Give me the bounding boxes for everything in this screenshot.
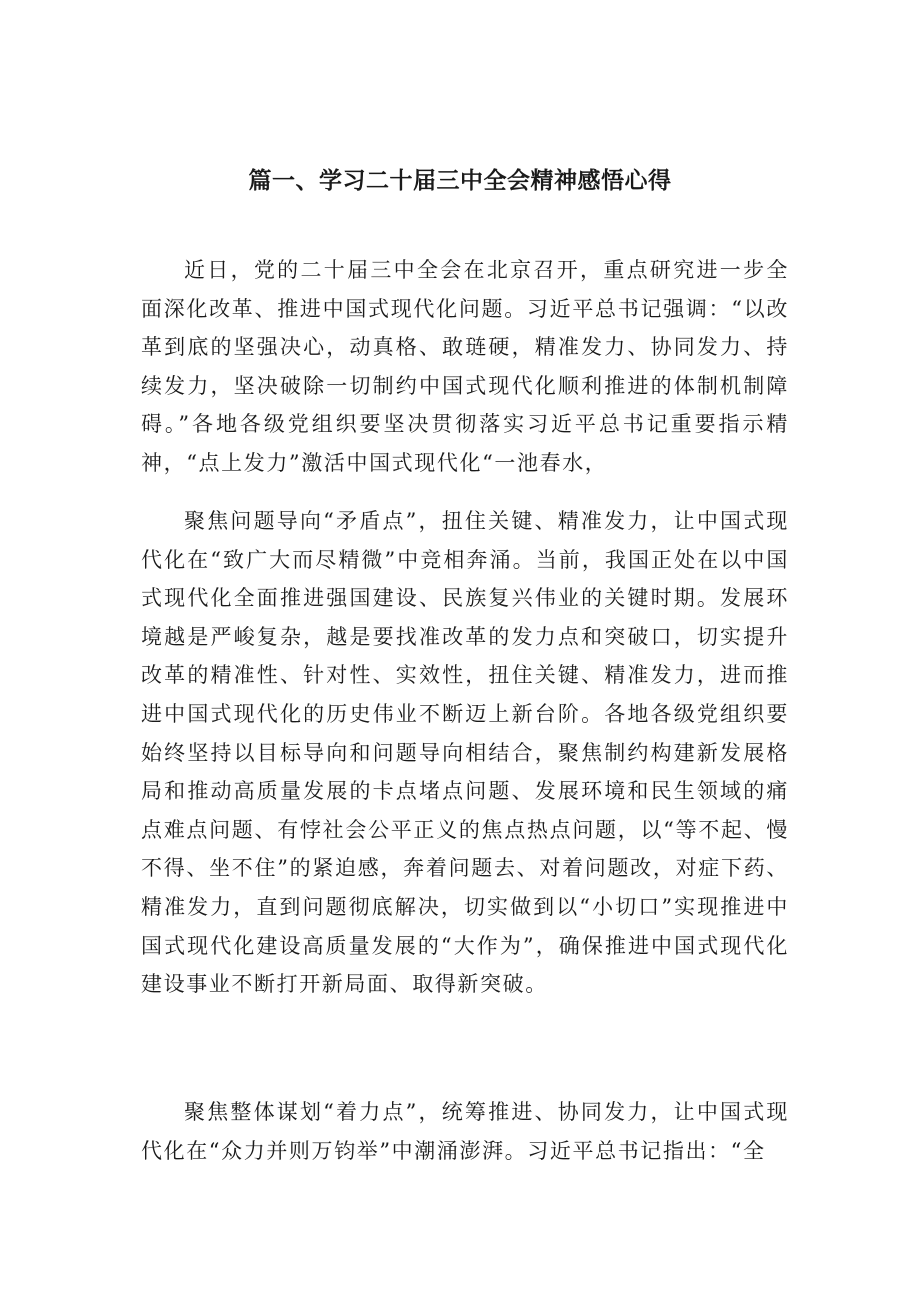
paragraph-2: 聚焦问题导向“矛盾点”，扭住关键、精准发力，让中国式现代化在“致广大而尽精微”中竞相奔涌。当前，我国正处在以中国式现代化全面推进强国建设、民族复兴伟业的关键时期。发展环境越是严峻复杂，越是要找准改革的发力点和突破口，切实提升改革的精准性、针对性、实效性，扭住关键、精准发力，进而推进中国式现代化的历史伟业不断迈上新台阶。各地各级党组织要始终坚持以目标导向和问题导向相结合，聚焦制约构建新发展格局和推动高质量发展的卡点堵点问题、发展环境和民生领域的痛点难点问题、有悖社会公平正义的焦点热点问题，以“等不起、慢不得、坐不住”的紧迫感，奔着问题去、对着问题改，对症下药、精准发力，直到问题彻底解决，切实做到以“小切口”实现推进中国式现代化建设高质量发展的“大作为”，确保推进中国式现代化建设事业不断打开新局面、取得新突破。 xyxy=(141,509,789,997)
paragraph-1: 近日，党的二十届三中全会在北京召开，重点研究进一步全面深化改革、推进中国式现代化问题。习近平总书记强调：“以改革到底的坚强决心，动真格、敢琏硬，精准发力、协同发力、持续发力，坚决破除一切制约中国式现代化顺利推进的体制机制障碍。”各地各级党组织要坚决贯彻落实习近平总书记重要指示精神，“点上发力”激活中国式现代化“一池春水， xyxy=(141,258,789,475)
page-title: 篇一、学习二十届三中全会精神感悟心得 xyxy=(248,168,672,195)
paragraph-3: 聚焦整体谋划“着力点”，统筹推进、协同发力，让中国式现代化在“众力并则万钧举”中潮涌澎湃。习近平总书记指出：“全 xyxy=(141,1100,789,1163)
